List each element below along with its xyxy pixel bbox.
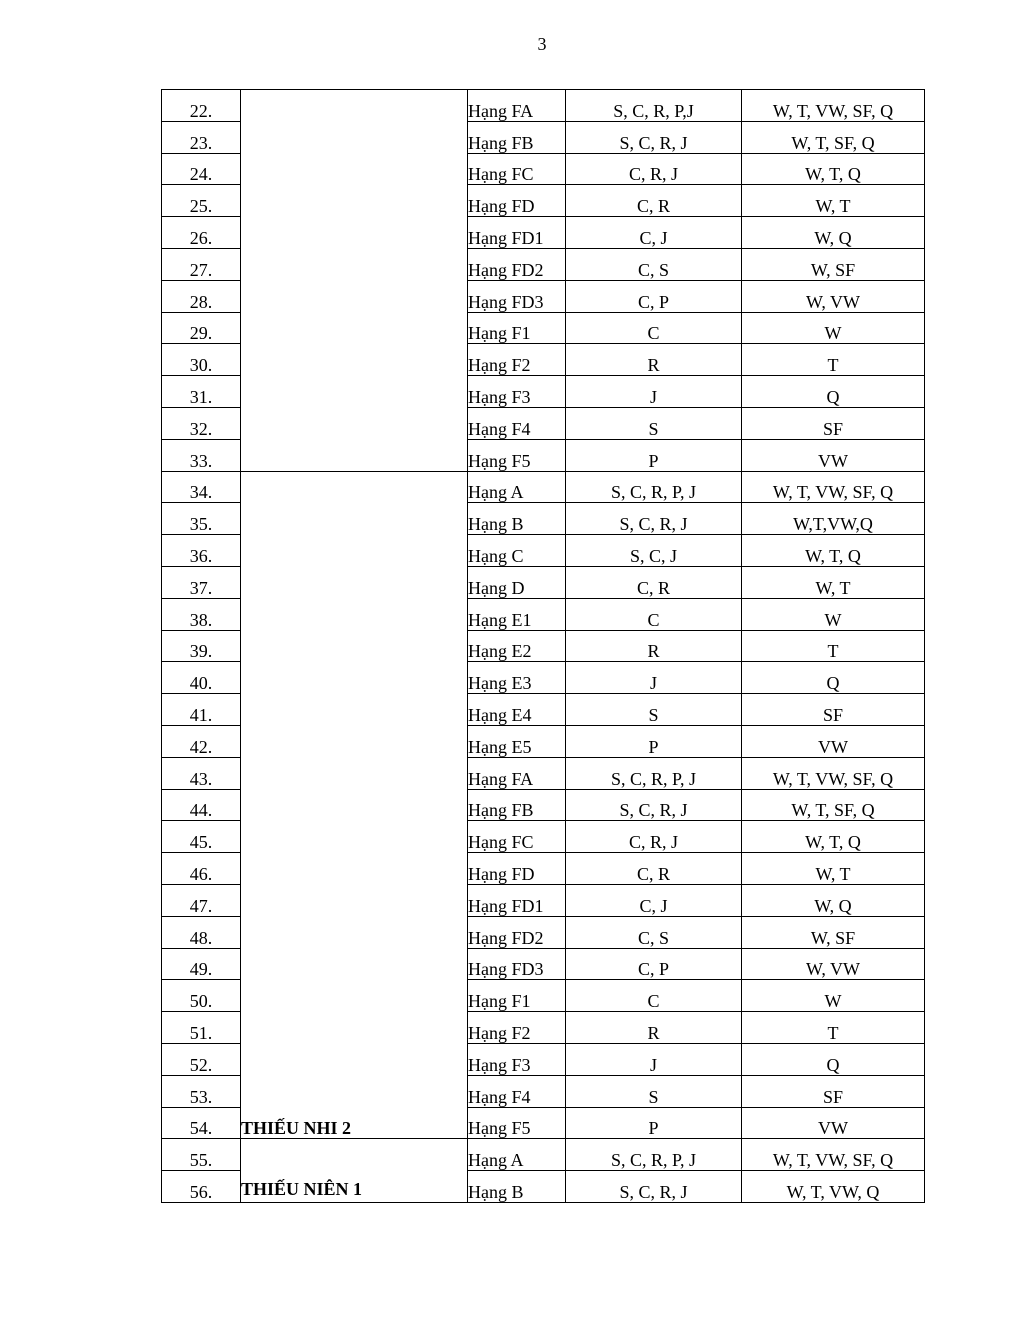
dance-code-cell: S, C, R, P, J (566, 471, 742, 503)
dance-code-cell: P (566, 725, 742, 757)
row-number: 23. (162, 121, 241, 153)
class-cell: Hạng E3 (468, 662, 566, 694)
class-cell: Hạng F3 (468, 376, 566, 408)
dance-code-cell-2: SF (742, 407, 925, 439)
dance-code-cell: J (566, 662, 742, 694)
row-number: 48. (162, 916, 241, 948)
dance-code-cell-2: W, VW (742, 948, 925, 980)
row-number: 28. (162, 280, 241, 312)
dance-code-cell: S, C, R, P,J (566, 90, 742, 122)
dance-code-cell-2: W, T, VW, SF, Q (742, 471, 925, 503)
dance-code-cell: C, S (566, 916, 742, 948)
row-number: 35. (162, 503, 241, 535)
dance-code-cell-2: T (742, 630, 925, 662)
dance-code-cell: J (566, 376, 742, 408)
dance-code-cell-2: W (742, 598, 925, 630)
dance-code-cell: C (566, 312, 742, 344)
dance-code-cell-2: W, T (742, 853, 925, 885)
dance-code-cell-2: W, Q (742, 884, 925, 916)
dance-code-cell-2: T (742, 1012, 925, 1044)
table-row (162, 471, 925, 503)
dance-code-cell-2: VW (742, 439, 925, 471)
row-number: 33. (162, 439, 241, 471)
row-number: 42. (162, 725, 241, 757)
row-number: 47. (162, 884, 241, 916)
dance-code-cell-2: W, T, Q (742, 821, 925, 853)
dance-code-cell-2: W, T, Q (742, 153, 925, 185)
row-number: 36. (162, 535, 241, 567)
class-cell: Hạng FD2 (468, 916, 566, 948)
row-number: 50. (162, 980, 241, 1012)
class-cell: Hạng F2 (468, 1012, 566, 1044)
dance-code-cell: C, P (566, 280, 742, 312)
class-cell: Hạng F4 (468, 407, 566, 439)
dance-code-cell-2: W, T, VW, SF, Q (742, 1139, 925, 1171)
class-cell: Hạng F5 (468, 1107, 566, 1139)
class-cell: Hạng F2 (468, 344, 566, 376)
class-cell: Hạng F4 (468, 1075, 566, 1107)
class-cell: Hạng FC (468, 153, 566, 185)
class-cell: Hạng F5 (468, 439, 566, 471)
class-cell: Hạng F1 (468, 980, 566, 1012)
dance-code-cell-2: W, SF (742, 248, 925, 280)
dance-code-cell: R (566, 1012, 742, 1044)
row-number: 38. (162, 598, 241, 630)
class-cell: Hạng FB (468, 121, 566, 153)
table-body (162, 90, 925, 1203)
row-number: 22. (162, 90, 241, 122)
dance-code-cell-2: W, T, Q (742, 535, 925, 567)
dance-code-cell: S, C, J (566, 535, 742, 567)
row-number: 37. (162, 566, 241, 598)
dance-code-cell-2: W, T (742, 185, 925, 217)
row-number: 39. (162, 630, 241, 662)
dance-code-cell: S, C, R, J (566, 1171, 742, 1203)
dance-code-cell-2: W (742, 312, 925, 344)
row-number: 26. (162, 217, 241, 249)
age-group-cell: THIẾU NIÊN 1 (241, 1139, 468, 1203)
dance-code-cell-2: Q (742, 376, 925, 408)
row-number: 32. (162, 407, 241, 439)
dance-code-cell: C, S (566, 248, 742, 280)
dance-code-cell: S, C, R, J (566, 121, 742, 153)
class-cell: Hạng FB (468, 789, 566, 821)
dance-code-cell-2: W, T (742, 566, 925, 598)
row-number: 46. (162, 853, 241, 885)
class-cell: Hạng FD (468, 853, 566, 885)
row-number: 51. (162, 1012, 241, 1044)
class-cell: Hạng FD1 (468, 884, 566, 916)
page-number: 3 (537, 34, 547, 54)
dance-code-cell: C, R (566, 185, 742, 217)
class-cell: Hạng FD2 (468, 248, 566, 280)
dance-code-cell: C, J (566, 884, 742, 916)
row-number: 53. (162, 1075, 241, 1107)
dance-code-cell-2: W, T, VW, SF, Q (742, 90, 925, 122)
dance-code-cell: P (566, 1107, 742, 1139)
class-cell: Hạng A (468, 1139, 566, 1171)
class-cell: Hạng FA (468, 90, 566, 122)
dance-code-cell: R (566, 630, 742, 662)
class-cell: Hạng FC (468, 821, 566, 853)
row-number: 30. (162, 344, 241, 376)
class-cell: Hạng E4 (468, 694, 566, 726)
row-number: 56. (162, 1171, 241, 1203)
dance-code-cell: S (566, 694, 742, 726)
dance-code-cell-2: W, SF (742, 916, 925, 948)
class-cell: Hạng FD (468, 185, 566, 217)
dance-code-cell: P (566, 439, 742, 471)
dance-code-cell-2: SF (742, 694, 925, 726)
class-cell: Hạng F1 (468, 312, 566, 344)
dance-code-cell-2: Q (742, 662, 925, 694)
class-cell: Hạng FD3 (468, 948, 566, 980)
dance-code-cell: C, R, J (566, 153, 742, 185)
dance-code-cell-2: VW (742, 1107, 925, 1139)
dance-code-cell: J (566, 1043, 742, 1075)
row-number: 27. (162, 248, 241, 280)
dance-code-cell-2: VW (742, 725, 925, 757)
class-cell: Hạng FD3 (468, 280, 566, 312)
row-number: 44. (162, 789, 241, 821)
class-cell: Hạng FD1 (468, 217, 566, 249)
age-group-cell: THIẾU NHI 2 (241, 471, 468, 1139)
class-cell: Hạng B (468, 1171, 566, 1203)
dance-code-cell: S, C, R, P, J (566, 757, 742, 789)
dance-code-cell: C, R, J (566, 821, 742, 853)
dance-code-cell-2: W, Q (742, 217, 925, 249)
class-cell: Hạng D (468, 566, 566, 598)
dance-code-cell: C, R (566, 853, 742, 885)
row-number: 43. (162, 757, 241, 789)
dance-code-cell: R (566, 344, 742, 376)
class-cell: Hạng E2 (468, 630, 566, 662)
dance-code-cell-2: W, T, VW, SF, Q (742, 757, 925, 789)
dance-code-cell: C, P (566, 948, 742, 980)
class-cell: Hạng C (468, 535, 566, 567)
dance-code-cell: C (566, 598, 742, 630)
dance-code-cell-2: W, T, SF, Q (742, 789, 925, 821)
row-number: 45. (162, 821, 241, 853)
dance-code-cell: C (566, 980, 742, 1012)
class-cell: Hạng A (468, 471, 566, 503)
class-cell: Hạng E1 (468, 598, 566, 630)
row-number: 41. (162, 694, 241, 726)
dance-code-cell-2: Q (742, 1043, 925, 1075)
row-number: 24. (162, 153, 241, 185)
dance-code-cell: S, C, R, J (566, 503, 742, 535)
row-number: 29. (162, 312, 241, 344)
table-row (162, 1139, 925, 1171)
dance-code-cell-2: T (742, 344, 925, 376)
dance-code-cell-2: SF (742, 1075, 925, 1107)
dance-code-cell-2: W, T, SF, Q (742, 121, 925, 153)
row-number: 52. (162, 1043, 241, 1075)
class-cell: Hạng F3 (468, 1043, 566, 1075)
dance-code-cell-2: W, VW (742, 280, 925, 312)
dance-code-cell: S, C, R, P, J (566, 1139, 742, 1171)
dance-code-cell-2: W, T, VW, Q (742, 1171, 925, 1203)
dance-code-cell: C, R (566, 566, 742, 598)
dance-code-cell: S, C, R, J (566, 789, 742, 821)
row-number: 54. (162, 1107, 241, 1139)
row-number: 49. (162, 948, 241, 980)
class-cell: Hạng B (468, 503, 566, 535)
row-number: 34. (162, 471, 241, 503)
dance-code-cell: C, J (566, 217, 742, 249)
table-row (162, 90, 925, 122)
row-number: 55. (162, 1139, 241, 1171)
dance-code-cell-2: W,T,VW,Q (742, 503, 925, 535)
row-number: 40. (162, 662, 241, 694)
class-cell: Hạng E5 (468, 725, 566, 757)
dance-code-cell-2: W (742, 980, 925, 1012)
category-table (161, 89, 925, 1203)
row-number: 25. (162, 185, 241, 217)
row-number: 31. (162, 376, 241, 408)
age-group-cell (241, 90, 468, 472)
dance-code-cell: S (566, 1075, 742, 1107)
class-cell: Hạng FA (468, 757, 566, 789)
dance-code-cell: S (566, 407, 742, 439)
